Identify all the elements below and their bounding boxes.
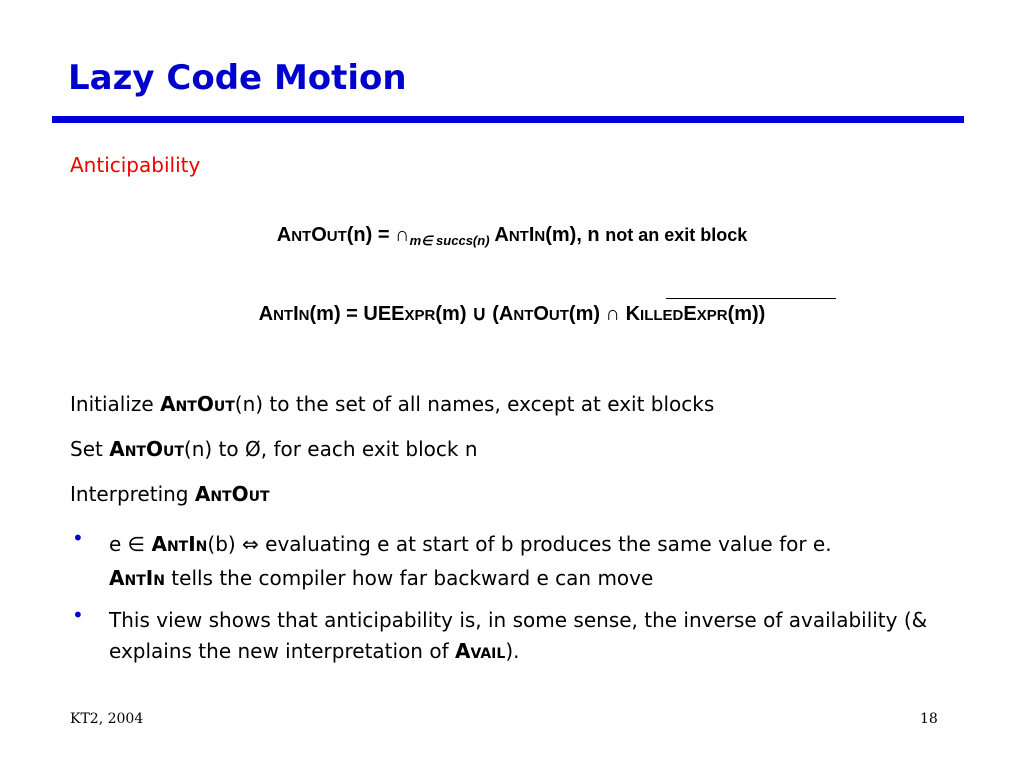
intersection-symbol: ∩ xyxy=(605,303,621,325)
complement-overline xyxy=(666,298,836,299)
slide-title: Lazy Code Motion xyxy=(68,58,407,98)
formula-antout: ANTOUT(n) = $\cap_{m\in succs(n)}$ ANTIN(m), n not an exit block xyxy=(276,224,748,248)
bullet-item: e ∈ ANTIN(b) ⇔ evaluating e at start of b produces the same value for e. ANTIN tells the compiler how far backward e can move xyxy=(109,532,832,590)
bullet-item: This view shows that anticipability is, in some sense, the inverse of availability (& explains the new interpretation of AVAIL). xyxy=(109,608,928,663)
formula-antin: ANTIN(m) = UEEXPR(m) ∪ (ANTOUT(m) ∩ KILLEDEXPR(m)) xyxy=(258,303,766,325)
init-line: Initialize ANTOUT(n) to the set of all names, except at exit blocks xyxy=(70,392,715,416)
bullet-icon: • xyxy=(72,526,84,550)
page-number: 18 xyxy=(920,711,938,727)
formula-subscript: m∈ succs(n) xyxy=(409,233,490,248)
union-symbol: ∪ xyxy=(472,303,487,325)
bullet-icon: • xyxy=(72,603,84,627)
set-line: Set ANTOUT(n) to Ø, for each exit block n xyxy=(70,437,478,461)
intersection-symbol: ∩ xyxy=(395,224,410,246)
title-divider xyxy=(52,116,964,123)
footer-course: KT2, 2004 xyxy=(70,711,144,727)
section-heading: Anticipability xyxy=(70,153,201,177)
interpreting-line: Interpreting ANTOUT xyxy=(70,482,270,506)
